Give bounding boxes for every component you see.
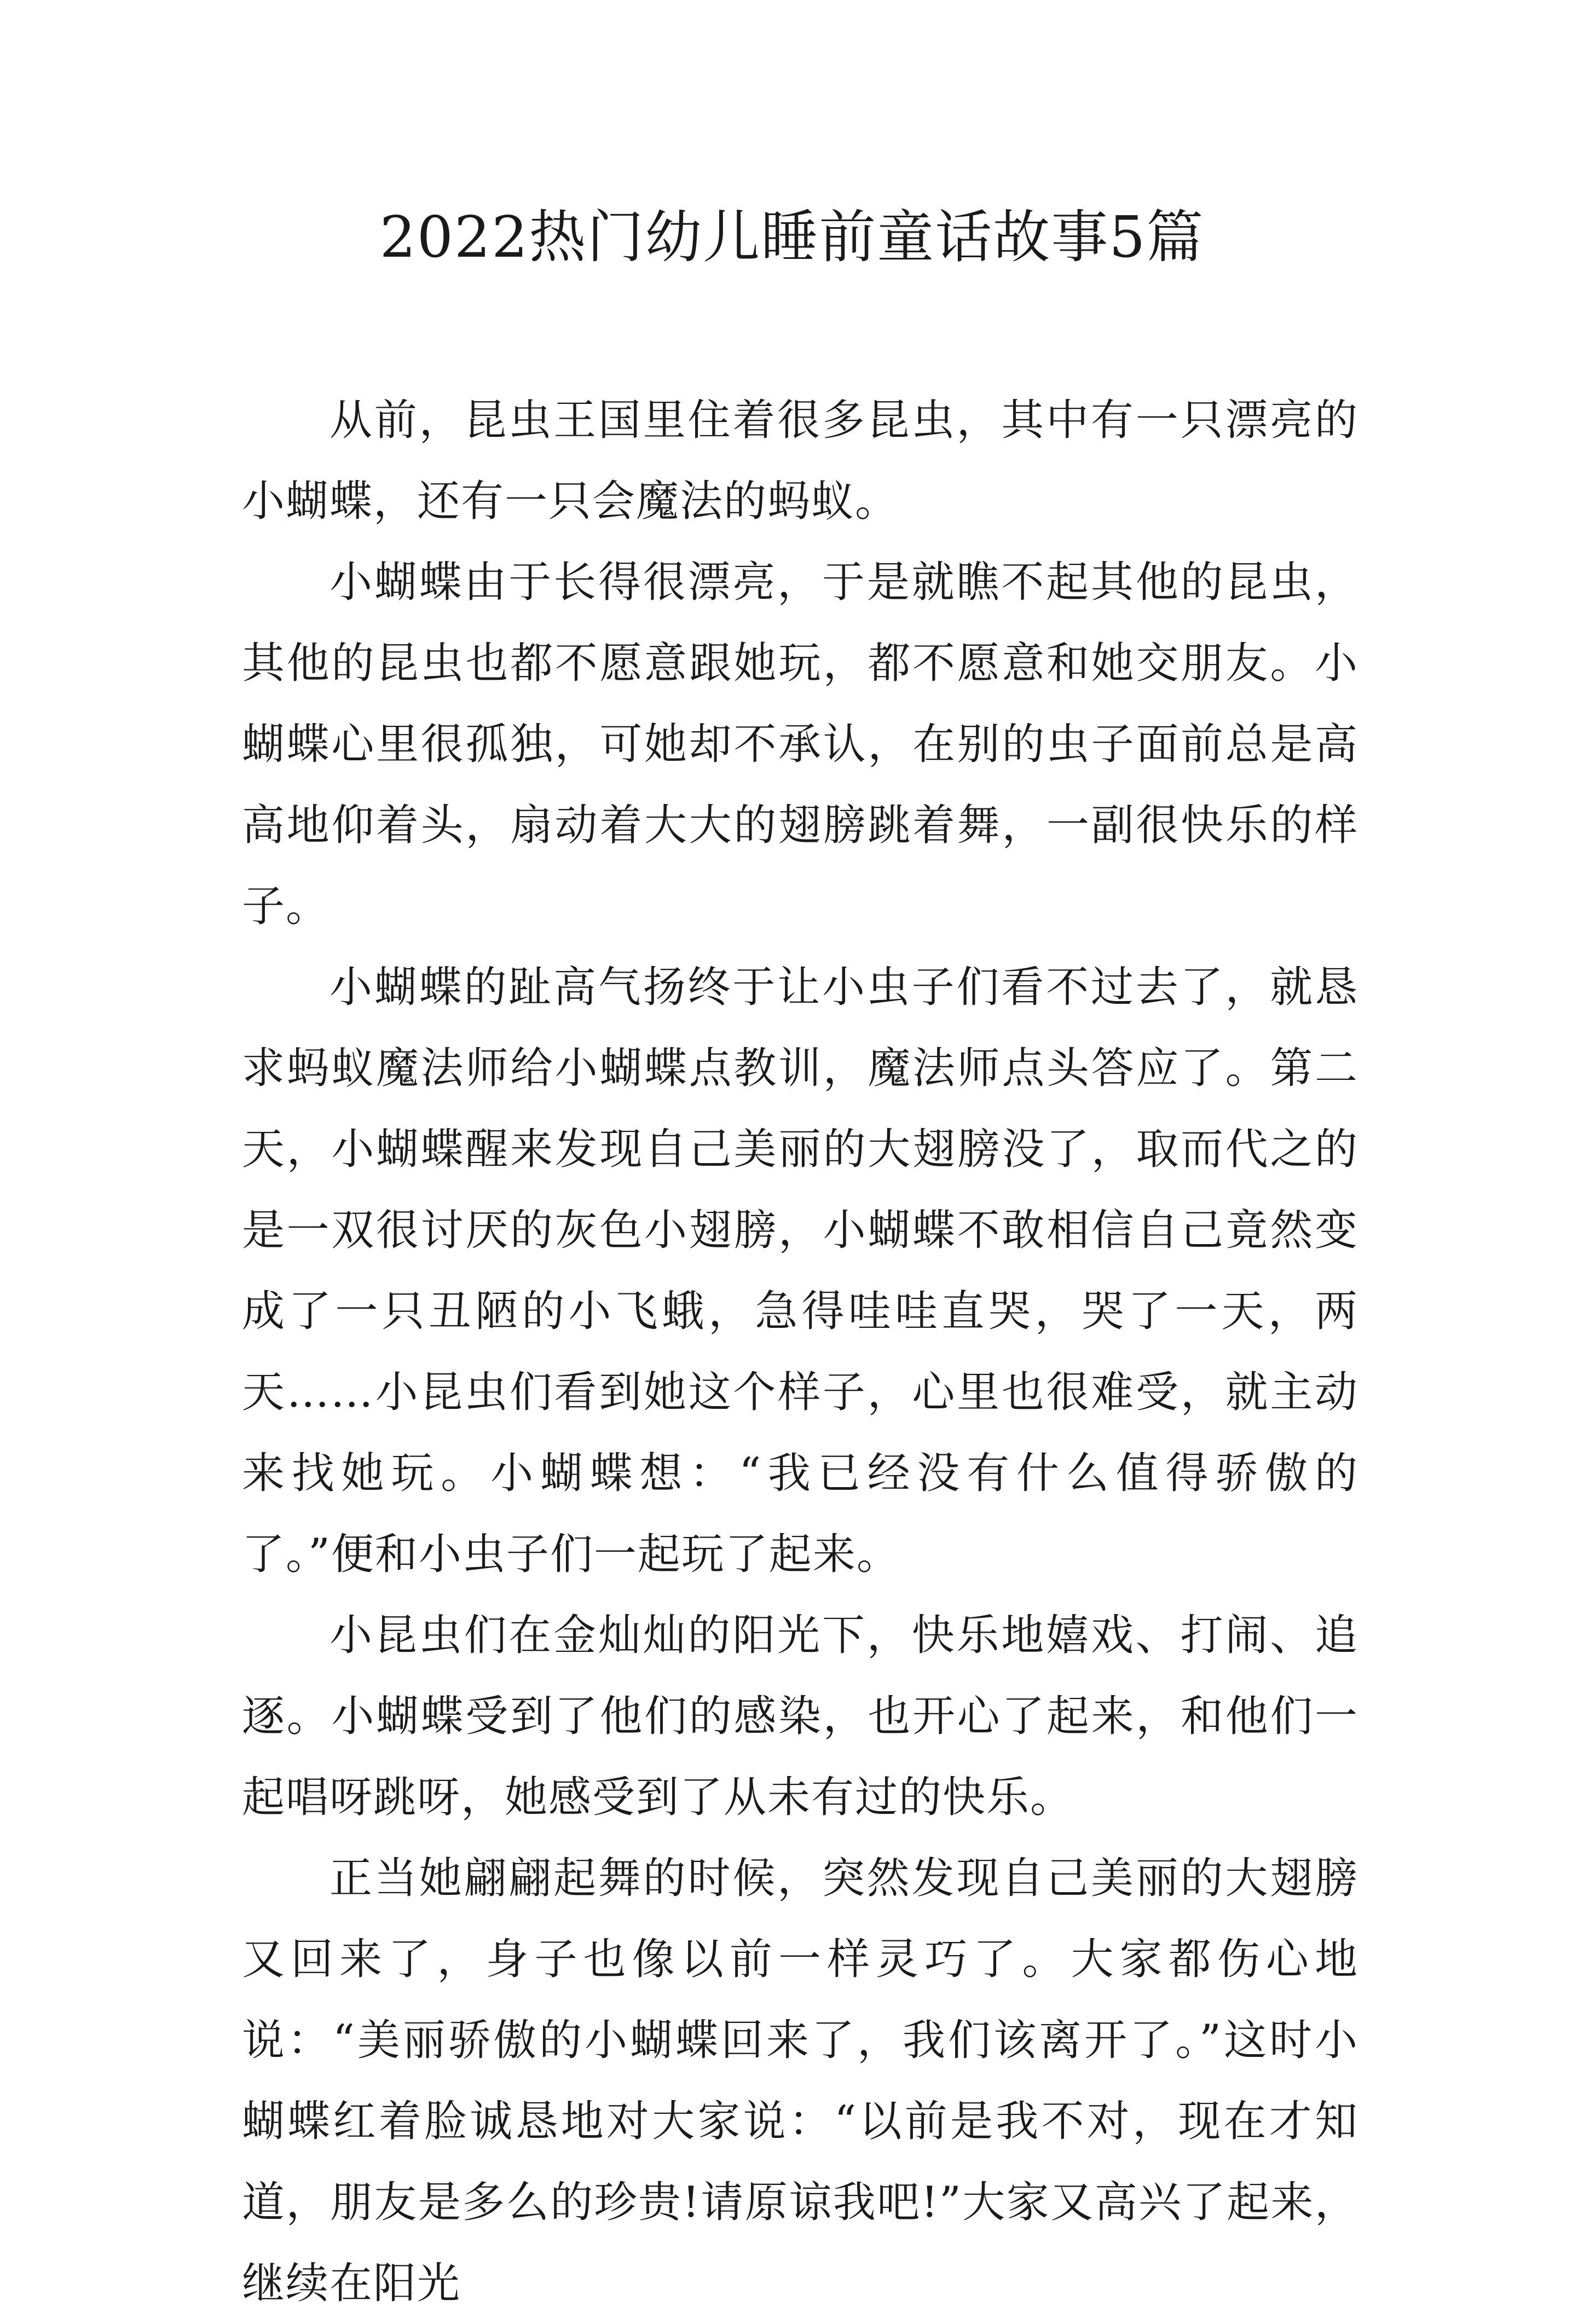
- paragraph-3: 小蝴蝶的趾高气扬终于让小虫子们看不过去了，就恳求蚂蚁魔法师给小蝴蝶点教训，魔法师点头答应了。第二天，小蝴蝶醒来发现自己美丽的大翅膀没了，取而代之的是一双很讨厌的灰色小翅膀，小蝴蝶不敢相信自己竟然变成了一只丑陋的小飞蛾，急得哇哇直哭，哭了一天，两天……小昆虫们看到她这个样子，心里也很难受，就主动来找她玩。小蝴蝶想：“我已经没有什么值得骄傲的了。”便和小虫子们一起玩了起来。: [242, 963, 1358, 1579]
- paragraph-4: 小昆虫们在金灿灿的阳光下，快乐地嬉戏、打闹、追逐。小蝴蝶受到了他们的感染，也开心了起来，和他们一起唱呀跳呀，她感受到了从未有过的快乐。: [242, 1611, 1358, 1822]
- document-title: 2022热门幼儿睡前童话故事5篇: [379, 204, 1205, 270]
- paragraph-2: 小蝴蝶由于长得很漂亮，于是就瞧不起其他的昆虫，其他的昆虫也都不愿意跟她玩，都不愿意和她交朋友。小蝴蝶心里很孤独，可她却不承认，在别的虫子面前总是高高地仰着头，扇动着大大的翅膀跳着舞，一副很快乐的样子。: [242, 558, 1358, 931]
- paragraph-5: 正当她翩翩起舞的时候，突然发现自己美丽的大翅膀又回来了，身子也像以前一样灵巧了。大家都伤心地说：“美丽骄傲的小蝴蝶回来了，我们该离开了。”这时小蝴蝶红着脸诚恳地对大家说：“以前是我不对，现在才知道，朋友是多么的珍贵!请原谅我吧!”大家又高兴了起来，继续在阳光: [242, 1854, 1358, 2308]
- document-body: [242, 380, 1358, 2324]
- paragraph-1: 从前，昆虫王国里住着很多昆虫，其中有一只漂亮的小蝴蝶，还有一只会魔法的蚂蚁。: [242, 396, 1358, 526]
